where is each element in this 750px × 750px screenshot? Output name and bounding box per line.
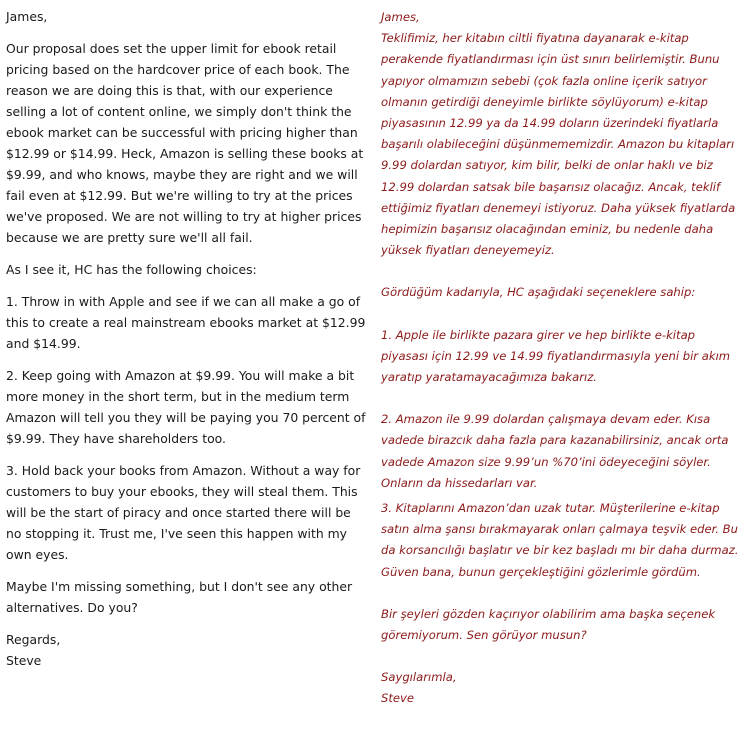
english-paragraph-1: Our proposal does set the upper limit for ebook retail pricing based on the hardcover price of each book. The reason we are doing this is that, with our experience selling a lot of content online, we simply don't think the ebook market can be successful with pricing higher than $12.99 or $14.99. Heck, Amazon is selling these books at $9.99, and who knows, maybe they are right and we will fail even at $12.99. But we're willing to try at the prices we've proposed. We are not willing to try at higher prices because we are pretty sure we'll all fail. (6, 41, 364, 245)
english-closing: Regards, (6, 632, 61, 647)
english-signature: Steve (6, 653, 42, 668)
turkish-greeting: James, (381, 10, 420, 24)
turkish-closing: Saygılarımla, (381, 670, 457, 685)
english-letter (6, 6, 368, 671)
english-paragraph-3: 1. Throw in with Apple and see if we can all make a go of this to create a real mainstream ebooks market at $12.99 and $14.99. (6, 294, 366, 351)
english-paragraph-4: 2. Keep going with Amazon at $9.99. You will make a bit more money in the short term, but in the medium term Amazon will tell you they will be paying you 70 percent of $9.99. They have shareholders too. (6, 368, 366, 446)
turkish-signature: Steve (381, 691, 415, 706)
turkish-paragraph-2: Gördüğüm kadarıyla, HC aşağıdaki seçeneklere sahip: (381, 285, 696, 300)
turkish-paragraph-3: 1. Apple ile birlikte pazara girer ve hep birlikte e-kitap piyasası için 12.99 ve 14.99 fiyatlandırmasıyla yeni bir akım yaratıp yaratamayacağımıza bakarız. (381, 327, 731, 385)
turkish-paragraph-6: Bir şeyleri gözden kaçırıyor olabilirim ama başka seçenek göremiyorum. Sen görüyor musun? (381, 606, 716, 643)
turkish-paragraph-4: 2. Amazon ile 9.99 dolardan çalışmaya devam eder. Kısa vadede birazcık daha fazla para kazanabilirsiniz, ancak orta vadede Amazon size 9.99’un %70’ini ödeyeceğini söyler. Onların da hissedarları var. (381, 412, 729, 490)
english-paragraph-6: Maybe I'm missing something, but I don't see any other alternatives. Do you? (6, 579, 353, 615)
english-greeting: James, (6, 9, 48, 24)
turkish-paragraph-5: 3. Kitaplarını Amazon’dan uzak tutar. Müşterilerine e-kitap satın alma şansı bırakmayarak onları çalmaya teşvik eder. Bu da korsancılığı başlatır ve bir kez başladı mı bir daha durmaz. Güven bana, bunun gerçekleştiğini gözlerimle gördüm. (381, 501, 739, 579)
turkish-paragraph-1: Teklifimiz, her kitabın ciltli fiyatına dayanarak e-kitap perakende fiyatlandırması için üst sınırı belirlemiştir. Bunu yapıyor olmamızın sebebi (çok fazla online içerik satıyor olmanın getirdiği deneyimle birlikte söylüyorum) e-kitap piyasasının 12.99 ya da 14.99 doların üzerindeki fiyatlarla başarılı olabileceğini düşünmememizdir. Amazon bu kitapları 9.99 dolardan satıyor, kim bilir, belki de onlar haklı ve biz 12.99 dolardan satsak bile başarısız olacağız. Ancak, teklif ettiğimiz fiyatları denemeyi istiyoruz. Daha yüksek fiyatlarda hepimizin başarısız olacağından eminiz, bu nedenle daha yüksek fiyatları deneyemeyiz. (381, 31, 736, 258)
turkish-letter (381, 7, 745, 710)
english-paragraph-5: 3. Hold back your books from Amazon. Without a way for customers to buy your ebooks, they will steal them. This will be the start of piracy and once started there will be no stopping it. Trust me, I've seen this happen with my own eyes. (6, 463, 361, 562)
english-paragraph-2: As I see it, HC has the following choices: (6, 262, 257, 277)
